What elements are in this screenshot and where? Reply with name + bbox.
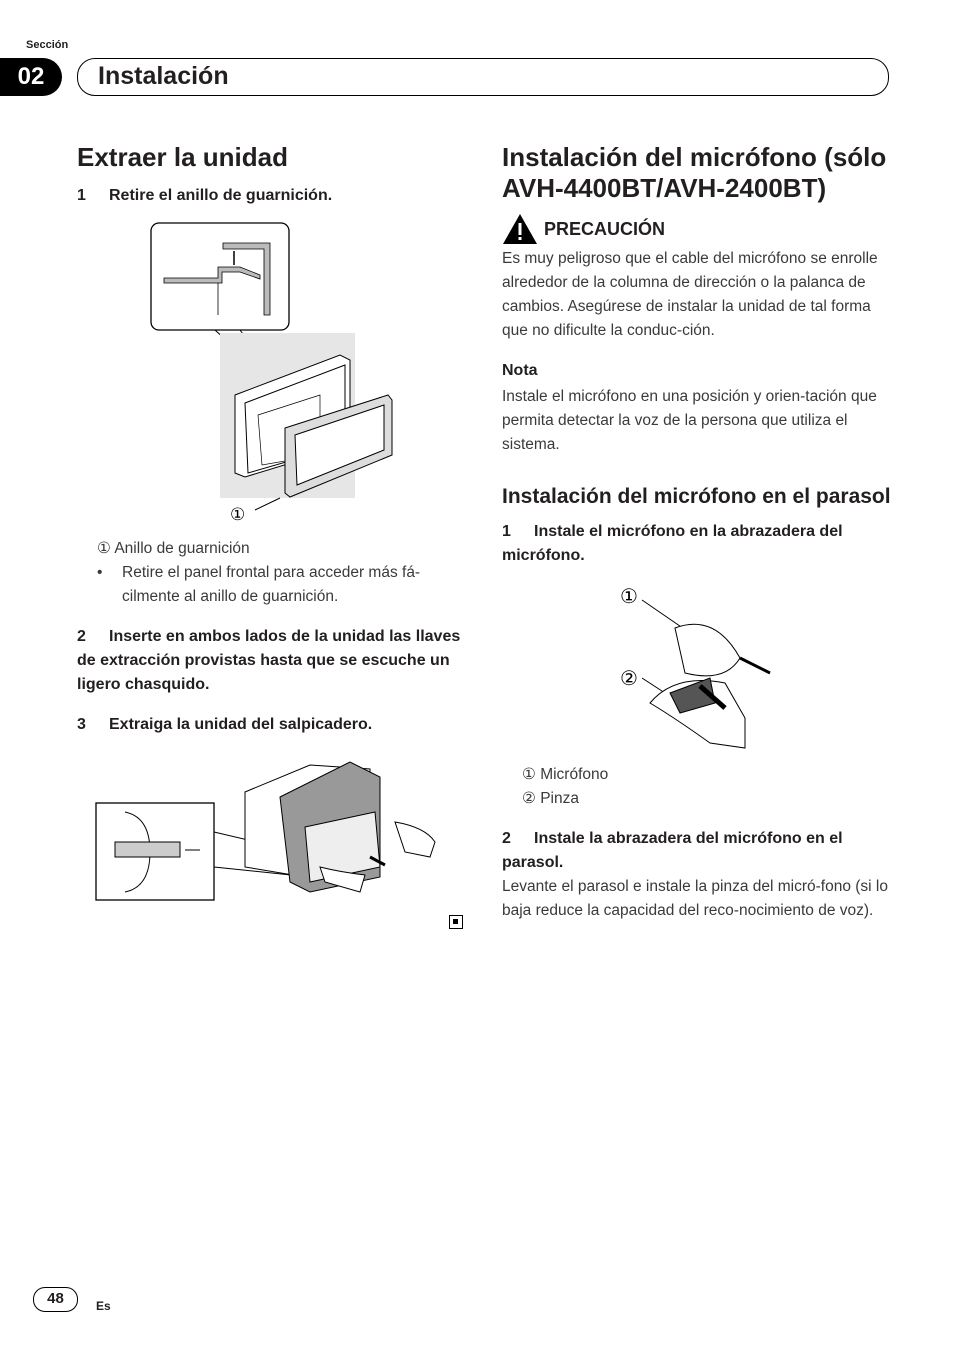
step-number: 3	[77, 716, 86, 733]
callout-1: ①	[620, 586, 638, 608]
page-number: 48	[33, 1287, 78, 1312]
caution-text: Es muy peligroso que el cable del micrófono se enrolle alrededor de la columna de dirección o la palanca de cambios. Asegúrese de instalar la unidad de tal forma que no dificulte la conduc-ción.	[502, 250, 878, 339]
step-text: Instale el micrófono en la abrazadera del micrófono.	[502, 523, 843, 564]
step-text: Retire el anillo de guarnición.	[109, 187, 333, 204]
step-number: 2	[77, 628, 86, 645]
extraction-illustration	[95, 757, 455, 907]
legend-trim-ring: ① Anillo de guarnición	[97, 540, 250, 557]
subheading-parasol: Instalación del micrófono en el parasol	[502, 485, 891, 508]
microphone-clip-illustration	[615, 578, 780, 753]
note-label: Nota	[502, 362, 538, 379]
end-of-section-icon	[449, 915, 463, 929]
bullet-text: Retire el panel frontal para acceder más fá-cilmente al anillo de guarnición.	[122, 564, 421, 605]
callout-1: ①	[230, 505, 246, 524]
left-column	[77, 142, 467, 907]
section-label: Sección	[26, 39, 69, 51]
bullet-icon: •	[97, 564, 103, 581]
section-number: 02	[0, 58, 62, 96]
step-text: Extraiga la unidad del salpicadero.	[109, 716, 373, 733]
heading-microfono: Instalación del micrófono (sólo AVH-4400BT/AVH-2400BT)	[502, 142, 887, 203]
note-text: Instale el micrófono en una posición y orien-tación que permita detectar la voz de la persona que utiliza el sistema.	[502, 388, 877, 453]
section-title: Instalación	[77, 58, 889, 96]
language-code: Es	[96, 1299, 111, 1313]
bullet-item	[77, 561, 467, 609]
step-number: 1	[77, 187, 86, 204]
legend-microfono: ① Micrófono	[522, 766, 609, 783]
heading-extraer: Extraer la unidad	[77, 142, 288, 172]
right-column	[502, 142, 892, 923]
step-text: Instale la abrazadera del micrófono en el parasol.	[502, 830, 843, 871]
step2-description: Levante el parasol e instale la pinza del micró-fono (si lo baja reduce la capacidad del reco-nocimiento de voz).	[502, 878, 888, 919]
step-text: Inserte en ambos lados de la unidad las llaves de extracción provistas hasta que se escuche un ligero chasquido.	[77, 628, 461, 693]
step-number: 2	[502, 830, 511, 847]
warning-icon	[502, 213, 538, 245]
trim-ring-illustration	[140, 215, 470, 525]
legend-pinza: ② Pinza	[522, 790, 579, 807]
step-number: 1	[502, 523, 511, 540]
callout-2: ②	[620, 668, 638, 690]
caution-label: PRECAUCIÓN	[544, 218, 666, 239]
